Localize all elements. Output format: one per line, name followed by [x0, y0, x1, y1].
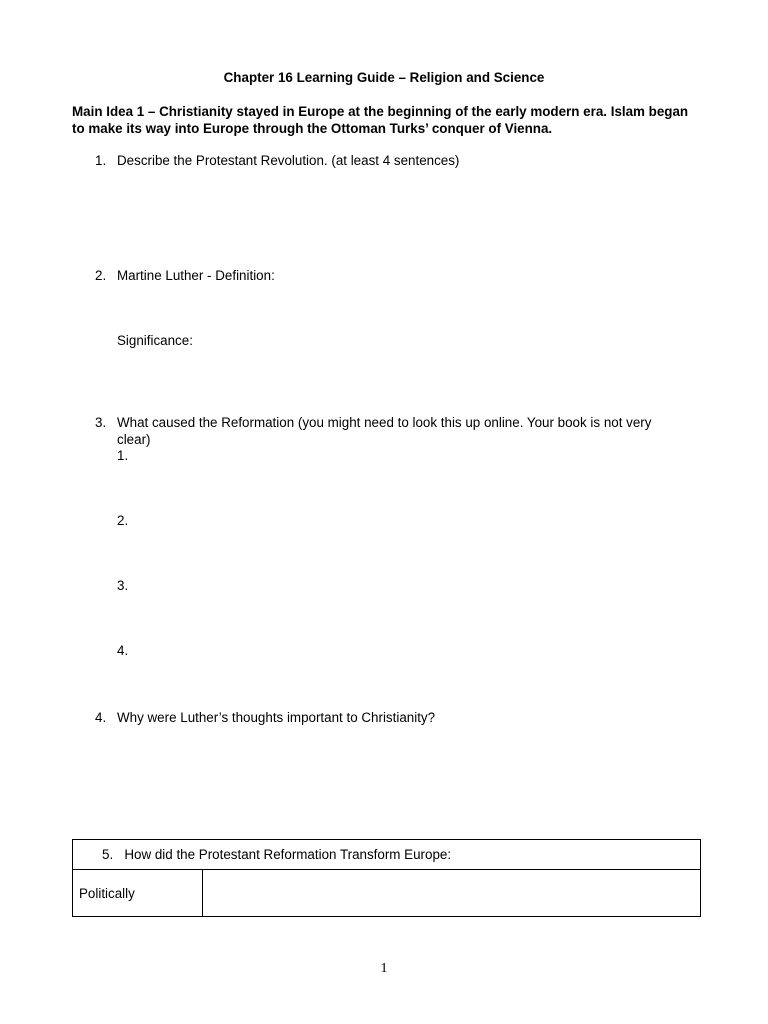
list-item: 4.	[117, 643, 129, 658]
question-number: 4.	[95, 710, 107, 725]
main-idea: Main Idea 1 – Christianity stayed in Europe at the beginning of the early modern era. Islam began to make its way into Europe through the Ottoman Turks’ conquer of Vienna.	[72, 104, 689, 136]
page-number: 1	[380, 961, 388, 976]
page-title: Chapter 16 Learning Guide – Religion and Science	[223, 70, 545, 85]
question-number: 1.	[95, 153, 107, 168]
question-text: Martine Luther - Definition:	[117, 268, 275, 283]
table-row	[73, 870, 701, 917]
answer-cell[interactable]	[203, 870, 701, 917]
significance-label: Significance:	[117, 333, 193, 348]
table-header-cell	[73, 840, 701, 870]
list-item: 2.	[117, 513, 129, 528]
table-header-row	[73, 840, 701, 870]
list-item: 3.	[117, 578, 129, 593]
question-text: Why were Luther’s thoughts important to Christianity?	[117, 710, 436, 725]
question-text: What caused the Reformation (you might need to look this up online. Your book is not very clear)	[117, 415, 652, 447]
question-text: How did the Protestant Reformation Transform Europe:	[124, 847, 452, 862]
question-number: 2.	[95, 268, 107, 283]
row-label: Politically	[73, 870, 203, 917]
question-number: 3.	[95, 415, 107, 430]
list-item: 1.	[117, 448, 129, 463]
question-number: 5.	[102, 847, 114, 862]
transform-table	[72, 839, 701, 917]
question-text: Describe the Protestant Revolution. (at least 4 sentences)	[117, 153, 460, 168]
